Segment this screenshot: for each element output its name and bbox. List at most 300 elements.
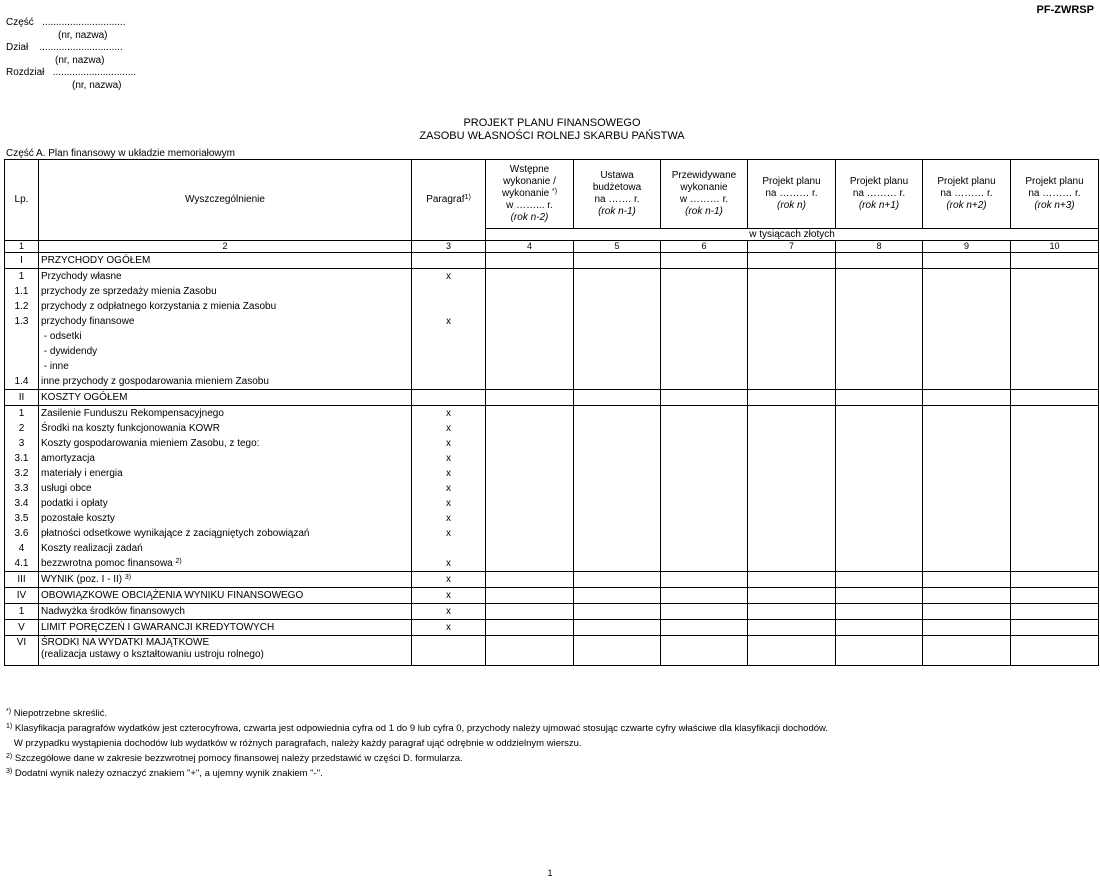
- row-paragraf[interactable]: [412, 299, 486, 314]
- value-cell-col9[interactable]: [923, 329, 1011, 344]
- value-cell-col10[interactable]: [1011, 390, 1099, 406]
- row-name: [39, 253, 412, 269]
- row-name-text: przychody z odpłatnego korzystania z mienia Zasobu: [41, 301, 277, 312]
- row-paragraf[interactable]: [412, 374, 486, 390]
- column-number: 7: [748, 241, 836, 253]
- value-cell-col7[interactable]: [748, 253, 836, 269]
- value-cell-col8[interactable]: [836, 406, 923, 422]
- row-name-text: przychody ze sprzedaży mienia Zasobu: [41, 286, 217, 297]
- value-cell-col7[interactable]: [748, 436, 836, 451]
- row-name: [39, 496, 412, 511]
- value-cell-col8[interactable]: [836, 269, 923, 285]
- value-cell-col7[interactable]: [748, 284, 836, 299]
- value-cell-col8[interactable]: [836, 299, 923, 314]
- row-name-text: Koszty realizacji zadań: [41, 543, 143, 554]
- value-cell-col5[interactable]: [574, 436, 661, 451]
- value-cell-col7[interactable]: [748, 359, 836, 374]
- row-lp: II: [5, 390, 39, 406]
- value-cell-col5[interactable]: [574, 269, 661, 285]
- value-cell-col7[interactable]: [748, 556, 836, 572]
- value-cell-col9[interactable]: [923, 359, 1011, 374]
- header-col7-l2: na ……… r.: [765, 188, 818, 199]
- row-name: [39, 572, 412, 588]
- row-name-text: bezzwrotna pomoc finansowa: [41, 558, 173, 569]
- value-cell-col4[interactable]: [486, 359, 574, 374]
- value-cell-col7[interactable]: [748, 466, 836, 481]
- value-cell-col4[interactable]: [486, 588, 574, 604]
- value-cell-col5[interactable]: [574, 299, 661, 314]
- value-cell-col6[interactable]: [661, 374, 748, 390]
- value-cell-col5[interactable]: [574, 359, 661, 374]
- value-cell-col4[interactable]: [486, 344, 574, 359]
- value-cell-col5[interactable]: [574, 284, 661, 299]
- row-name-sup: 3): [124, 574, 132, 581]
- value-cell-col10[interactable]: [1011, 253, 1099, 269]
- czesc-field: [6, 17, 126, 28]
- row-lp: [5, 329, 39, 344]
- value-cell-col10[interactable]: [1011, 511, 1099, 526]
- row-name: [39, 344, 412, 359]
- row-paragraf[interactable]: x: [412, 588, 486, 604]
- value-cell-col10[interactable]: [1011, 344, 1099, 359]
- value-cell-col9[interactable]: [923, 466, 1011, 481]
- dzial-sub: (nr, nazwa): [55, 55, 105, 66]
- value-cell-col5[interactable]: [574, 496, 661, 511]
- value-cell-col10[interactable]: [1011, 406, 1099, 422]
- value-cell-col8[interactable]: [836, 620, 923, 636]
- value-cell-col6[interactable]: [661, 511, 748, 526]
- rozdzial-label: Rozdział: [6, 67, 45, 78]
- footnote-text: Klasyfikacja paragrafów wydatków jest czterocyfrowa, czwarta jest odpowiednia cyfra od 1 do 9 lub cyfra 0, przychody należy ujmować stosując czwarte cyfry właściwe dla klasyfikacji dochodów.: [12, 723, 829, 734]
- value-cell-col6[interactable]: [661, 451, 748, 466]
- czesc-dots[interactable]: ..............................: [42, 17, 126, 28]
- value-cell-col8[interactable]: [836, 496, 923, 511]
- value-cell-col10[interactable]: [1011, 284, 1099, 299]
- value-cell-col5[interactable]: [574, 390, 661, 406]
- value-cell-col8[interactable]: [836, 636, 923, 666]
- footnotes: [6, 706, 828, 781]
- row-lp: 3: [5, 436, 39, 451]
- row-name: [39, 314, 412, 329]
- value-cell-col9[interactable]: [923, 299, 1011, 314]
- column-numbers-row: [5, 241, 1099, 253]
- row-paragraf[interactable]: [412, 541, 486, 556]
- value-cell-col7[interactable]: [748, 541, 836, 556]
- value-cell-col6[interactable]: [661, 269, 748, 285]
- value-cell-col9[interactable]: [923, 284, 1011, 299]
- value-cell-col10[interactable]: [1011, 541, 1099, 556]
- value-cell-col8[interactable]: [836, 556, 923, 572]
- value-cell-col4[interactable]: [486, 314, 574, 329]
- value-cell-col8[interactable]: [836, 511, 923, 526]
- value-cell-col9[interactable]: [923, 390, 1011, 406]
- header-col4: [486, 160, 574, 229]
- row-name-text: Środki na koszty funkcjonowania KOWR: [41, 423, 220, 434]
- value-cell-col4[interactable]: [486, 620, 574, 636]
- header-col8-l2: na ……… r.: [852, 188, 906, 199]
- header-col7-l3: (rok n): [777, 200, 806, 211]
- value-cell-col6[interactable]: [661, 496, 748, 511]
- value-cell-col4[interactable]: [486, 390, 574, 406]
- value-cell-col7[interactable]: [748, 604, 836, 620]
- row-name: [39, 406, 412, 422]
- header-col5: [574, 160, 661, 229]
- value-cell-col10[interactable]: [1011, 481, 1099, 496]
- row-lp: I: [5, 253, 39, 269]
- table-row: [5, 359, 1099, 374]
- value-cell-col4[interactable]: [486, 374, 574, 390]
- value-cell-col5[interactable]: [574, 572, 661, 588]
- value-cell-col10[interactable]: [1011, 496, 1099, 511]
- value-cell-col9[interactable]: [923, 541, 1011, 556]
- value-cell-col7[interactable]: [748, 572, 836, 588]
- table-row: [5, 421, 1099, 436]
- value-cell-col4[interactable]: [486, 466, 574, 481]
- value-cell-col9[interactable]: [923, 556, 1011, 572]
- value-cell-col4[interactable]: [486, 604, 574, 620]
- row-lp: 1.2: [5, 299, 39, 314]
- table-row: [5, 299, 1099, 314]
- value-cell-col5[interactable]: [574, 374, 661, 390]
- table-row: [5, 406, 1099, 422]
- value-cell-col8[interactable]: [836, 314, 923, 329]
- table-row: [5, 466, 1099, 481]
- value-cell-col6[interactable]: [661, 421, 748, 436]
- value-cell-col5[interactable]: [574, 421, 661, 436]
- rozdzial-dots[interactable]: ..............................: [52, 67, 137, 78]
- value-cell-col10[interactable]: [1011, 620, 1099, 636]
- value-cell-col6[interactable]: [661, 620, 748, 636]
- column-number: 5: [574, 241, 661, 253]
- value-cell-col10[interactable]: [1011, 329, 1099, 344]
- row-paragraf[interactable]: x: [412, 421, 486, 436]
- value-cell-col6[interactable]: [661, 556, 748, 572]
- value-cell-col10[interactable]: [1011, 466, 1099, 481]
- row-lp: 1: [5, 269, 39, 285]
- value-cell-col9[interactable]: [923, 421, 1011, 436]
- value-cell-col10[interactable]: [1011, 299, 1099, 314]
- row-name-text: KOSZTY OGÓŁEM: [41, 392, 128, 403]
- value-cell-col8[interactable]: [836, 588, 923, 604]
- table-row: [5, 604, 1099, 620]
- table-row: [5, 496, 1099, 511]
- value-cell-col4[interactable]: [486, 526, 574, 541]
- value-cell-col4[interactable]: [486, 481, 574, 496]
- row-name: [39, 421, 412, 436]
- value-cell-col9[interactable]: [923, 269, 1011, 285]
- header-col8-l3: (rok n+1): [858, 200, 900, 211]
- value-cell-col4[interactable]: [486, 572, 574, 588]
- value-cell-col9[interactable]: [923, 526, 1011, 541]
- dzial-field: [6, 42, 123, 53]
- value-cell-col4[interactable]: [486, 511, 574, 526]
- value-cell-col6[interactable]: [661, 329, 748, 344]
- value-cell-col8[interactable]: [836, 344, 923, 359]
- value-cell-col10[interactable]: [1011, 572, 1099, 588]
- value-cell-col10[interactable]: [1011, 314, 1099, 329]
- value-cell-col8[interactable]: [836, 284, 923, 299]
- row-paragraf[interactable]: x: [412, 526, 486, 541]
- dzial-label: Dział: [6, 42, 29, 53]
- value-cell-col6[interactable]: [661, 284, 748, 299]
- value-cell-col7[interactable]: [748, 421, 836, 436]
- row-lp: 3.4: [5, 496, 39, 511]
- value-cell-col9[interactable]: [923, 374, 1011, 390]
- value-cell-col8[interactable]: [836, 390, 923, 406]
- value-cell-col7[interactable]: [748, 406, 836, 422]
- row-name-text: pozostałe koszty: [41, 513, 115, 524]
- value-cell-col9[interactable]: [923, 406, 1011, 422]
- value-cell-col9[interactable]: [923, 253, 1011, 269]
- footnote-text: Dodatni wynik należy oznaczyć znakiem "+", a ujemny wynik znakiem "-".: [12, 768, 323, 779]
- value-cell-col6[interactable]: [661, 253, 748, 269]
- value-cell-col7[interactable]: [748, 390, 836, 406]
- value-cell-col5[interactable]: [574, 556, 661, 572]
- row-lp: 4.1: [5, 556, 39, 572]
- value-cell-col4[interactable]: [486, 421, 574, 436]
- row-paragraf[interactable]: [412, 329, 486, 344]
- value-cell-col5[interactable]: [574, 481, 661, 496]
- value-cell-col7[interactable]: [748, 451, 836, 466]
- row-paragraf[interactable]: x: [412, 604, 486, 620]
- row-paragraf[interactable]: x: [412, 466, 486, 481]
- value-cell-col6[interactable]: [661, 541, 748, 556]
- value-cell-col6[interactable]: [661, 406, 748, 422]
- row-paragraf[interactable]: [412, 636, 486, 666]
- value-cell-col10[interactable]: [1011, 451, 1099, 466]
- header-paragraf: [412, 160, 486, 241]
- value-cell-col7[interactable]: [748, 620, 836, 636]
- value-cell-col8[interactable]: [836, 421, 923, 436]
- row-paragraf[interactable]: x: [412, 556, 486, 572]
- row-lp: 3.6: [5, 526, 39, 541]
- table-row: [5, 556, 1099, 572]
- value-cell-col8[interactable]: [836, 451, 923, 466]
- row-paragraf[interactable]: x: [412, 314, 486, 329]
- row-name: [39, 329, 412, 344]
- row-paragraf[interactable]: [412, 390, 486, 406]
- value-cell-col9[interactable]: [923, 604, 1011, 620]
- value-cell-col7[interactable]: [748, 344, 836, 359]
- value-cell-col5[interactable]: [574, 406, 661, 422]
- value-cell-col9[interactable]: [923, 511, 1011, 526]
- row-paragraf[interactable]: [412, 359, 486, 374]
- value-cell-col5[interactable]: [574, 329, 661, 344]
- value-cell-col9[interactable]: [923, 436, 1011, 451]
- value-cell-col6[interactable]: [661, 604, 748, 620]
- value-cell-col6[interactable]: [661, 466, 748, 481]
- value-cell-col7[interactable]: [748, 526, 836, 541]
- value-cell-col5[interactable]: [574, 344, 661, 359]
- value-cell-col10[interactable]: [1011, 359, 1099, 374]
- header-col4-l2: wykonanie /: [503, 176, 556, 187]
- value-cell-col10[interactable]: [1011, 374, 1099, 390]
- row-paragraf[interactable]: [412, 344, 486, 359]
- value-cell-col4[interactable]: [486, 556, 574, 572]
- row-lp: 4: [5, 541, 39, 556]
- value-cell-col8[interactable]: [836, 466, 923, 481]
- value-cell-col10[interactable]: [1011, 604, 1099, 620]
- value-cell-col9[interactable]: [923, 588, 1011, 604]
- row-name-text: - dywidendy: [41, 346, 98, 357]
- value-cell-col8[interactable]: [836, 359, 923, 374]
- value-cell-col4[interactable]: [486, 253, 574, 269]
- value-cell-col7[interactable]: [748, 511, 836, 526]
- row-lp: 1: [5, 406, 39, 422]
- value-cell-col6[interactable]: [661, 314, 748, 329]
- value-cell-col7[interactable]: [748, 496, 836, 511]
- table-row: [5, 390, 1099, 406]
- value-cell-col9[interactable]: [923, 314, 1011, 329]
- value-cell-col9[interactable]: [923, 481, 1011, 496]
- header-col7-l1: Projekt planu: [762, 176, 821, 187]
- value-cell-col10[interactable]: [1011, 526, 1099, 541]
- value-cell-col9[interactable]: [923, 572, 1011, 588]
- value-cell-col9[interactable]: [923, 344, 1011, 359]
- value-cell-col4[interactable]: [486, 269, 574, 285]
- value-cell-col5[interactable]: [574, 253, 661, 269]
- row-lp: III: [5, 572, 39, 588]
- financial-plan-table: [4, 159, 1099, 666]
- row-paragraf[interactable]: x: [412, 436, 486, 451]
- value-cell-col5[interactable]: [574, 620, 661, 636]
- czesc-label: Część: [6, 17, 34, 28]
- value-cell-col7[interactable]: [748, 299, 836, 314]
- value-cell-col5[interactable]: [574, 526, 661, 541]
- table-row: [5, 314, 1099, 329]
- header-col10-l3: (rok n+3): [1034, 200, 1075, 211]
- value-cell-col4[interactable]: [486, 329, 574, 344]
- row-name: [39, 466, 412, 481]
- value-cell-col10[interactable]: [1011, 556, 1099, 572]
- value-cell-col9[interactable]: [923, 636, 1011, 666]
- value-cell-col8[interactable]: [836, 374, 923, 390]
- value-cell-col5[interactable]: [574, 636, 661, 666]
- value-cell-col10[interactable]: [1011, 436, 1099, 451]
- value-cell-col10[interactable]: [1011, 588, 1099, 604]
- footnote-mark: *): [6, 708, 12, 715]
- value-cell-col8[interactable]: [836, 436, 923, 451]
- table-row: [5, 541, 1099, 556]
- header-col5-l1: Ustawa: [600, 170, 634, 181]
- header-item: Wyszczególnienie: [39, 160, 412, 241]
- value-cell-col4[interactable]: [486, 406, 574, 422]
- value-cell-col9[interactable]: [923, 451, 1011, 466]
- value-cell-col7[interactable]: [748, 636, 836, 666]
- row-name-text: WYNIK (poz. I - II): [41, 574, 123, 585]
- value-cell-col9[interactable]: [923, 620, 1011, 636]
- value-cell-col7[interactable]: [748, 374, 836, 390]
- header-col5-l4: (rok n-1): [598, 206, 636, 217]
- value-cell-col6[interactable]: [661, 526, 748, 541]
- value-cell-col6[interactable]: [661, 481, 748, 496]
- value-cell-col8[interactable]: [836, 481, 923, 496]
- value-cell-col8[interactable]: [836, 572, 923, 588]
- value-cell-col4[interactable]: [486, 451, 574, 466]
- row-paragraf[interactable]: x: [412, 406, 486, 422]
- column-number: 6: [661, 241, 748, 253]
- value-cell-col6[interactable]: [661, 588, 748, 604]
- value-cell-col4[interactable]: [486, 436, 574, 451]
- row-name: [39, 451, 412, 466]
- value-cell-col8[interactable]: [836, 526, 923, 541]
- table-row: [5, 284, 1099, 299]
- value-cell-col4[interactable]: [486, 284, 574, 299]
- value-cell-col5[interactable]: [574, 314, 661, 329]
- row-paragraf[interactable]: x: [412, 496, 486, 511]
- value-cell-col10[interactable]: [1011, 269, 1099, 285]
- value-cell-col7[interactable]: [748, 588, 836, 604]
- value-cell-col6[interactable]: [661, 572, 748, 588]
- row-paragraf[interactable]: x: [412, 620, 486, 636]
- dzial-dots[interactable]: ..............................: [39, 42, 123, 53]
- row-paragraf[interactable]: x: [412, 269, 486, 285]
- row-paragraf[interactable]: [412, 253, 486, 269]
- value-cell-col4[interactable]: [486, 636, 574, 666]
- value-cell-col5[interactable]: [574, 541, 661, 556]
- value-cell-col4[interactable]: [486, 541, 574, 556]
- row-name: [39, 269, 412, 285]
- row-paragraf[interactable]: [412, 284, 486, 299]
- value-cell-col4[interactable]: [486, 496, 574, 511]
- row-name: [39, 526, 412, 541]
- value-cell-col10[interactable]: [1011, 636, 1099, 666]
- value-cell-col6[interactable]: [661, 344, 748, 359]
- row-paragraf[interactable]: x: [412, 572, 486, 588]
- value-cell-col6[interactable]: [661, 436, 748, 451]
- row-lp: 3.3: [5, 481, 39, 496]
- footnote-text: Szczegółowe dane w zakresie bezzwrotnej pomocy finansowej należy przedstawić w części D. formularza.: [12, 753, 463, 764]
- row-name: [39, 588, 412, 604]
- header-paragraf-label: Paragraf: [426, 194, 465, 205]
- value-cell-col8[interactable]: [836, 541, 923, 556]
- table-row: [5, 620, 1099, 636]
- value-cell-col6[interactable]: [661, 359, 748, 374]
- value-cell-col8[interactable]: [836, 329, 923, 344]
- header-col10: [1011, 160, 1099, 229]
- table-row: [5, 451, 1099, 466]
- value-cell-col8[interactable]: [836, 604, 923, 620]
- footnote-mark: 3): [6, 768, 13, 775]
- row-name: [39, 481, 412, 496]
- value-cell-col6[interactable]: [661, 636, 748, 666]
- value-cell-col9[interactable]: [923, 496, 1011, 511]
- value-cell-col8[interactable]: [836, 253, 923, 269]
- value-cell-col5[interactable]: [574, 451, 661, 466]
- table-row: [5, 436, 1099, 451]
- value-cell-col7[interactable]: [748, 269, 836, 285]
- value-cell-col7[interactable]: [748, 314, 836, 329]
- unit-label: w tysiącach złotych: [486, 229, 1099, 241]
- value-cell-col6[interactable]: [661, 299, 748, 314]
- value-cell-col5[interactable]: [574, 588, 661, 604]
- row-paragraf[interactable]: x: [412, 511, 486, 526]
- value-cell-col5[interactable]: [574, 466, 661, 481]
- row-paragraf[interactable]: x: [412, 481, 486, 496]
- row-paragraf[interactable]: x: [412, 451, 486, 466]
- value-cell-col7[interactable]: [748, 329, 836, 344]
- value-cell-col5[interactable]: [574, 511, 661, 526]
- rozdzial-field: [6, 67, 136, 78]
- value-cell-col10[interactable]: [1011, 421, 1099, 436]
- value-cell-col7[interactable]: [748, 481, 836, 496]
- footnote-mark: 1): [6, 723, 13, 730]
- value-cell-col4[interactable]: [486, 299, 574, 314]
- header-col6: [661, 160, 748, 229]
- value-cell-col6[interactable]: [661, 390, 748, 406]
- value-cell-col5[interactable]: [574, 604, 661, 620]
- czesc-sub: (nr, nazwa): [58, 30, 108, 41]
